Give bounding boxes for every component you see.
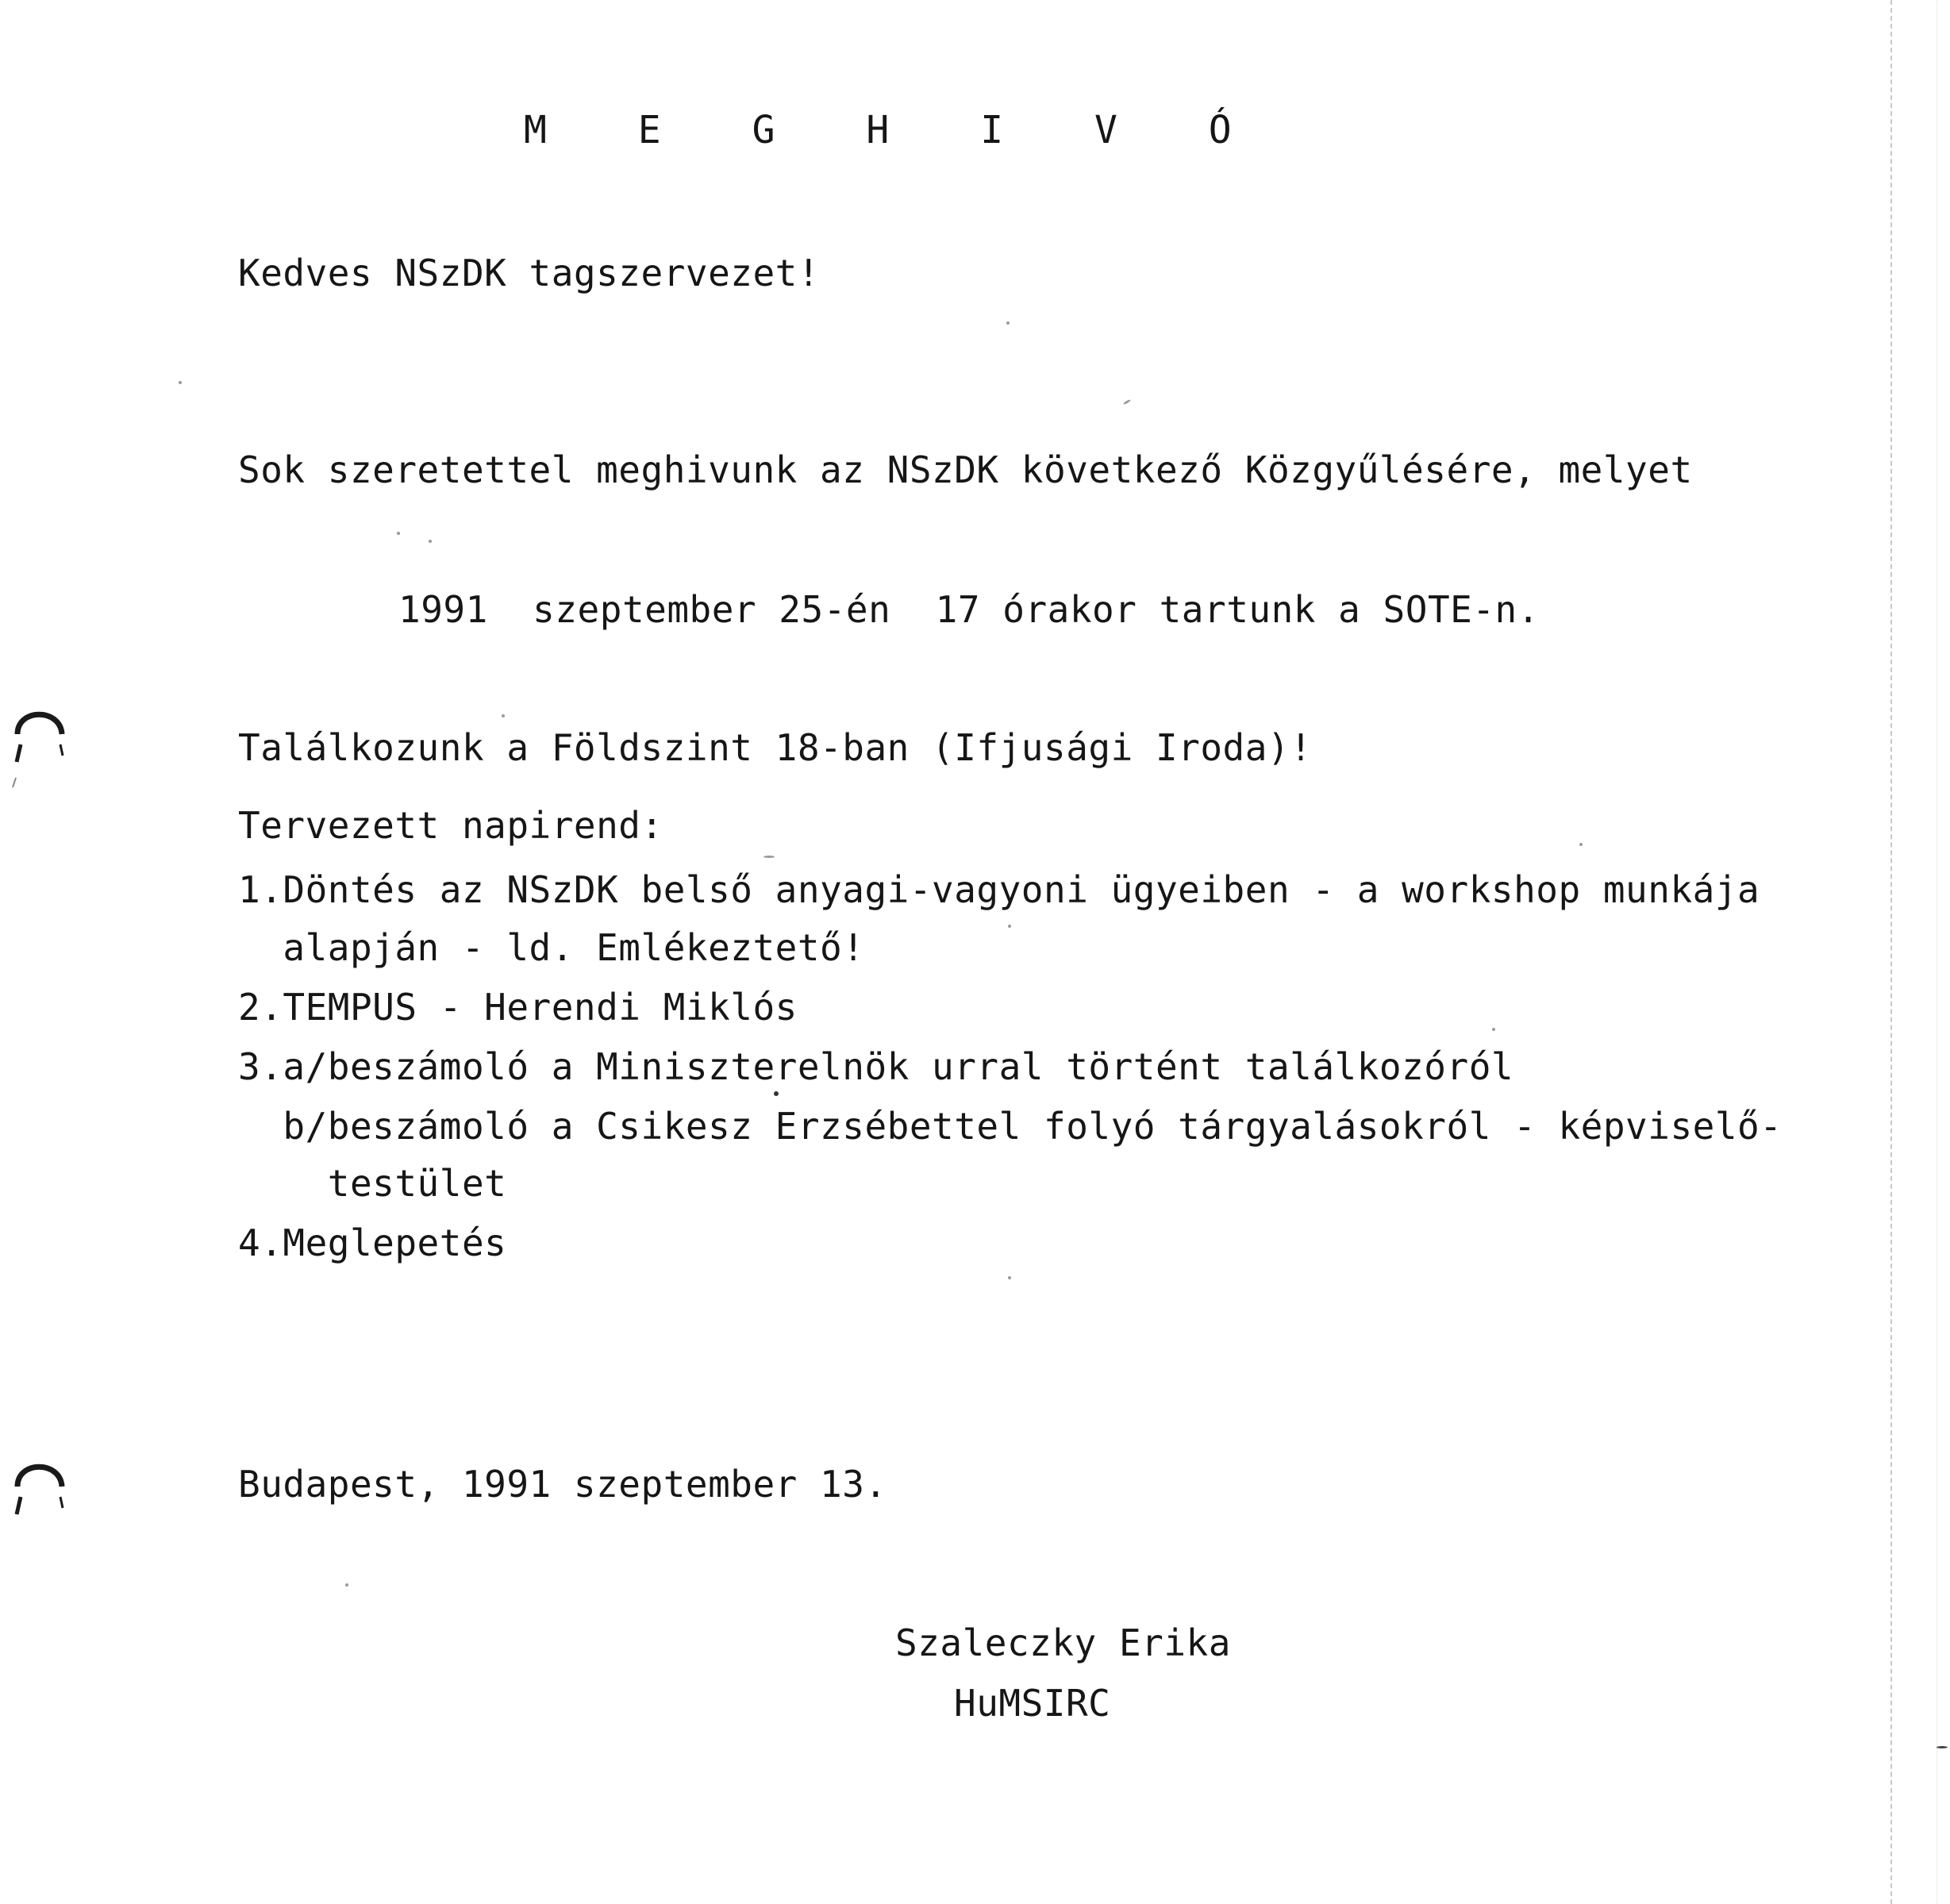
scan-speck [345, 1583, 348, 1587]
scan-speck [179, 381, 182, 384]
meeting-date-line: 1991 szeptember 25-én 17 órakor tartunk a SOTE-n. [398, 588, 1540, 631]
document-title: M E G H I V Ó [524, 108, 1266, 152]
scan-speck [1006, 321, 1010, 325]
agenda-heading: Tervezett napirend: [238, 804, 663, 847]
scan-speck [1937, 1746, 1948, 1748]
agenda-item: 3.a/beszámoló a Miniszterelnök urral történt találkozóról [238, 1045, 1514, 1088]
punch-hole-mark-icon [11, 1451, 67, 1546]
place-and-date: Budapest, 1991 szeptember 13. [238, 1463, 887, 1506]
invitation-intro: Sok szeretettel meghivunk az NSzDK következő Közgyűlésére, melyet [238, 448, 1693, 491]
scan-speck [763, 856, 775, 858]
scan-speck [1008, 1276, 1011, 1279]
agenda-item: alapján - ld. Emlékeztető! [238, 926, 865, 969]
scan-speck [429, 540, 432, 543]
scan-speck [1492, 1028, 1495, 1031]
agenda-item: 1.Döntés az NSzDK belső anyagi-vagyoni ügyeiben - a workshop munkája [238, 868, 1760, 911]
agenda-item: b/beszámoló a Csikesz Erzsébettel folyó tárgyalásokról - képviselő- [238, 1105, 1783, 1148]
scan-speck [502, 714, 505, 717]
scan-edge-dashes [1890, 0, 1892, 1904]
agenda-item: 2.TEMPUS - Herendi Miklós [238, 986, 798, 1029]
punch-hole-mark-icon [11, 698, 67, 794]
signature-name: Szaleczky Erika [895, 1621, 1231, 1664]
scan-speck [774, 1091, 779, 1096]
agenda-item: 4.Meglepetés [238, 1221, 507, 1264]
agenda-item: testület [238, 1162, 507, 1205]
meeting-place: Találkozunk a Földszint 18-ban (Ifjusági Iroda)! [238, 726, 1313, 769]
scan-speck [1123, 399, 1131, 406]
scan-speck [1008, 925, 1011, 928]
scan-speck [1579, 843, 1583, 846]
signature-organization: HuMSIRC [954, 1682, 1111, 1725]
greeting: Kedves NSzDK tagszervezet! [238, 252, 821, 294]
scan-speck [397, 532, 400, 535]
